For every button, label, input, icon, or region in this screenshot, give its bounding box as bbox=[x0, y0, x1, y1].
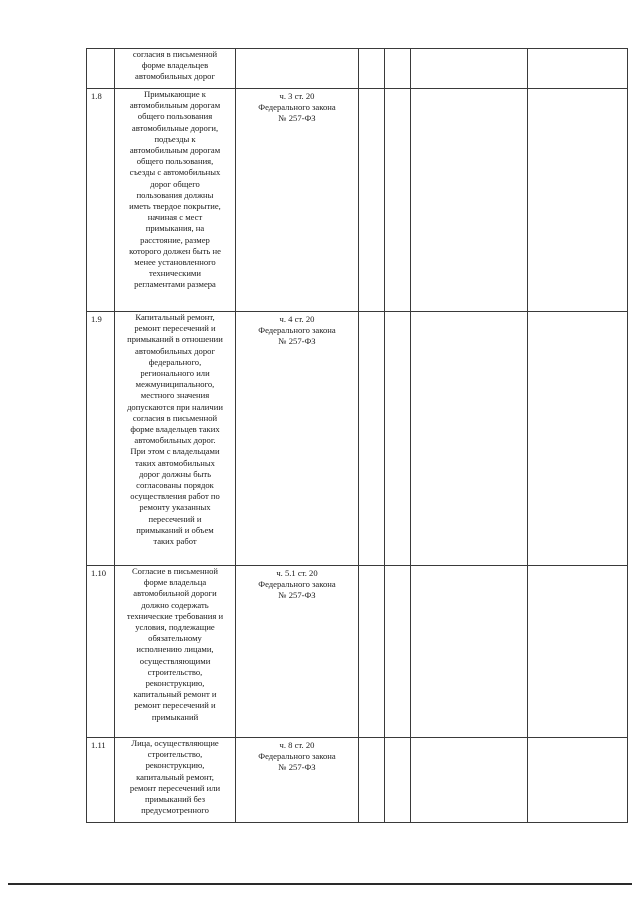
reference-line: ч. 5.1 ст. 20 bbox=[276, 568, 318, 578]
text-line: дорог должны быть bbox=[138, 468, 212, 479]
text-line: примыкания, на bbox=[145, 223, 205, 234]
requirement-text bbox=[115, 312, 236, 566]
item-number: 1.9 bbox=[87, 312, 115, 566]
empty-cell bbox=[359, 49, 385, 89]
text-line: регламентами размера bbox=[134, 279, 216, 290]
text-line: автомобильных дорог. bbox=[134, 435, 216, 446]
reference-line: № 257-ФЗ bbox=[278, 590, 316, 601]
text-line: автомобильным дорогам bbox=[129, 145, 221, 156]
text-line: реконструкцию, bbox=[145, 760, 205, 771]
text-line: должно содержать bbox=[141, 599, 209, 610]
text-line: Капитальный ремонт, bbox=[135, 312, 215, 322]
empty-cell bbox=[411, 566, 528, 738]
text-line: таких автомобильных bbox=[135, 457, 215, 468]
empty-cell bbox=[528, 89, 628, 312]
text-line: осуществляющими bbox=[139, 655, 211, 666]
text-line: которого должен быть не bbox=[129, 245, 221, 256]
item-number: 1.10 bbox=[87, 566, 115, 738]
reference-line: Федерального закона bbox=[258, 102, 336, 113]
text-line: строительство, bbox=[147, 749, 203, 760]
empty-cell bbox=[528, 738, 628, 823]
reference-line: Федерального закона bbox=[258, 579, 336, 590]
text-line: менее установленного bbox=[134, 257, 216, 268]
text-line: регионального или bbox=[140, 368, 210, 379]
text-line: Согласие в письменной bbox=[131, 566, 219, 576]
text-line: таких работ bbox=[153, 536, 197, 547]
text-line: техническими bbox=[149, 268, 201, 279]
text-line: предусмотренного bbox=[141, 805, 209, 816]
text-line: автомобильные дороги, bbox=[131, 122, 219, 133]
text-line: форме владельцев bbox=[141, 60, 209, 71]
text-line: капитальный ремонт, bbox=[136, 771, 214, 782]
text-line: форме владельцев таких bbox=[130, 424, 220, 435]
table-row bbox=[87, 738, 628, 823]
text-line: дорог общего bbox=[150, 178, 200, 189]
text-line: примыканий без bbox=[144, 794, 206, 805]
empty-cell bbox=[411, 312, 528, 566]
text-line: капитальный ремонт и bbox=[133, 689, 217, 700]
empty-cell bbox=[411, 49, 528, 89]
item-number: 1.8 bbox=[87, 89, 115, 312]
reference-line: Федерального закона bbox=[258, 325, 336, 336]
legal-reference bbox=[236, 738, 359, 823]
reference-line: ч. 4 ст. 20 bbox=[279, 314, 315, 324]
table-row bbox=[87, 312, 628, 566]
legal-reference bbox=[236, 49, 359, 89]
reference-line: ч. 3 ст. 20 bbox=[279, 91, 315, 101]
text-line: Примыкающие к bbox=[144, 89, 206, 99]
text-line: автомобильной дороги bbox=[133, 588, 217, 599]
text-line: согласованы порядок bbox=[136, 480, 214, 491]
text-line: общего пользования, bbox=[136, 156, 214, 167]
text-line: обязательному bbox=[148, 633, 202, 644]
empty-cell bbox=[528, 566, 628, 738]
text-line: согласия в письменной bbox=[132, 49, 218, 59]
legal-reference bbox=[236, 312, 359, 566]
text-line: технические требования и bbox=[126, 610, 224, 621]
text-line: исполнению лицами, bbox=[136, 644, 214, 655]
text-line: примыканий и объем bbox=[136, 524, 214, 535]
requirements-table bbox=[86, 48, 628, 823]
table-row bbox=[87, 49, 628, 89]
requirement-text bbox=[115, 89, 236, 312]
reference-line: № 257-ФЗ bbox=[278, 762, 316, 773]
text-line: согласия в письменной bbox=[132, 412, 218, 423]
empty-cell bbox=[359, 738, 385, 823]
table-row bbox=[87, 89, 628, 312]
reference-line: № 257-ФЗ bbox=[278, 336, 316, 347]
empty-cell bbox=[385, 312, 411, 566]
empty-cell bbox=[385, 738, 411, 823]
text-line: пересечений и bbox=[148, 513, 202, 524]
text-line: реконструкцию, bbox=[145, 678, 205, 689]
legal-reference bbox=[236, 89, 359, 312]
empty-cell bbox=[385, 89, 411, 312]
text-line: общего пользования bbox=[137, 111, 213, 122]
empty-cell bbox=[359, 312, 385, 566]
text-line: допускаются при наличии bbox=[127, 401, 223, 412]
text-line: начиная с мест bbox=[147, 212, 203, 223]
text-line: ремонт пересечений и bbox=[134, 323, 216, 334]
text-line: федерального, bbox=[148, 356, 202, 367]
text-line: форме владельца bbox=[143, 577, 207, 588]
empty-cell bbox=[359, 566, 385, 738]
text-line: автомобильных дорог bbox=[135, 71, 215, 82]
text-line: строительство, bbox=[147, 666, 203, 677]
requirement-text bbox=[115, 49, 236, 89]
empty-cell bbox=[385, 566, 411, 738]
text-line: автомобильным дорогам bbox=[129, 100, 221, 111]
item-number: 1.11 bbox=[87, 738, 115, 823]
empty-cell bbox=[411, 89, 528, 312]
requirement-text bbox=[115, 566, 236, 738]
empty-cell bbox=[528, 312, 628, 566]
text-line: ремонт пересечений или bbox=[129, 782, 221, 793]
text-line: Лица, осуществляющие bbox=[131, 738, 219, 748]
text-line: съезды с автомобильных bbox=[129, 167, 221, 178]
table-row bbox=[87, 566, 628, 738]
text-line: осуществления работ по bbox=[130, 491, 220, 502]
text-line: пользования должны bbox=[136, 189, 214, 200]
text-line: расстояние, размер bbox=[140, 234, 210, 245]
reference-line: ч. 8 ст. 20 bbox=[279, 740, 315, 750]
empty-cell bbox=[411, 738, 528, 823]
empty-cell bbox=[385, 49, 411, 89]
bottom-rule bbox=[8, 883, 632, 885]
item-number bbox=[87, 49, 115, 89]
text-line: ремонту указанных bbox=[139, 502, 211, 513]
empty-cell bbox=[528, 49, 628, 89]
empty-cell bbox=[359, 89, 385, 312]
table-body bbox=[87, 49, 628, 823]
text-line: условия, подлежащие bbox=[135, 622, 215, 633]
text-line: местного значения bbox=[140, 390, 210, 401]
text-line: подъезды к bbox=[154, 133, 196, 144]
text-line: При этом с владельцами bbox=[130, 446, 220, 457]
text-line: иметь твердое покрытие, bbox=[129, 201, 221, 212]
text-line: межмуниципального, bbox=[135, 379, 215, 390]
legal-reference bbox=[236, 566, 359, 738]
reference-line: Федерального закона bbox=[258, 751, 336, 762]
text-line: автомобильных дорог bbox=[135, 345, 215, 356]
text-line: ремонт пересечений и bbox=[134, 700, 216, 711]
requirement-text bbox=[115, 738, 236, 823]
text-line: примыканий bbox=[151, 711, 199, 722]
reference-line: № 257-ФЗ bbox=[278, 113, 316, 124]
text-line: примыканий в отношении bbox=[127, 334, 223, 345]
